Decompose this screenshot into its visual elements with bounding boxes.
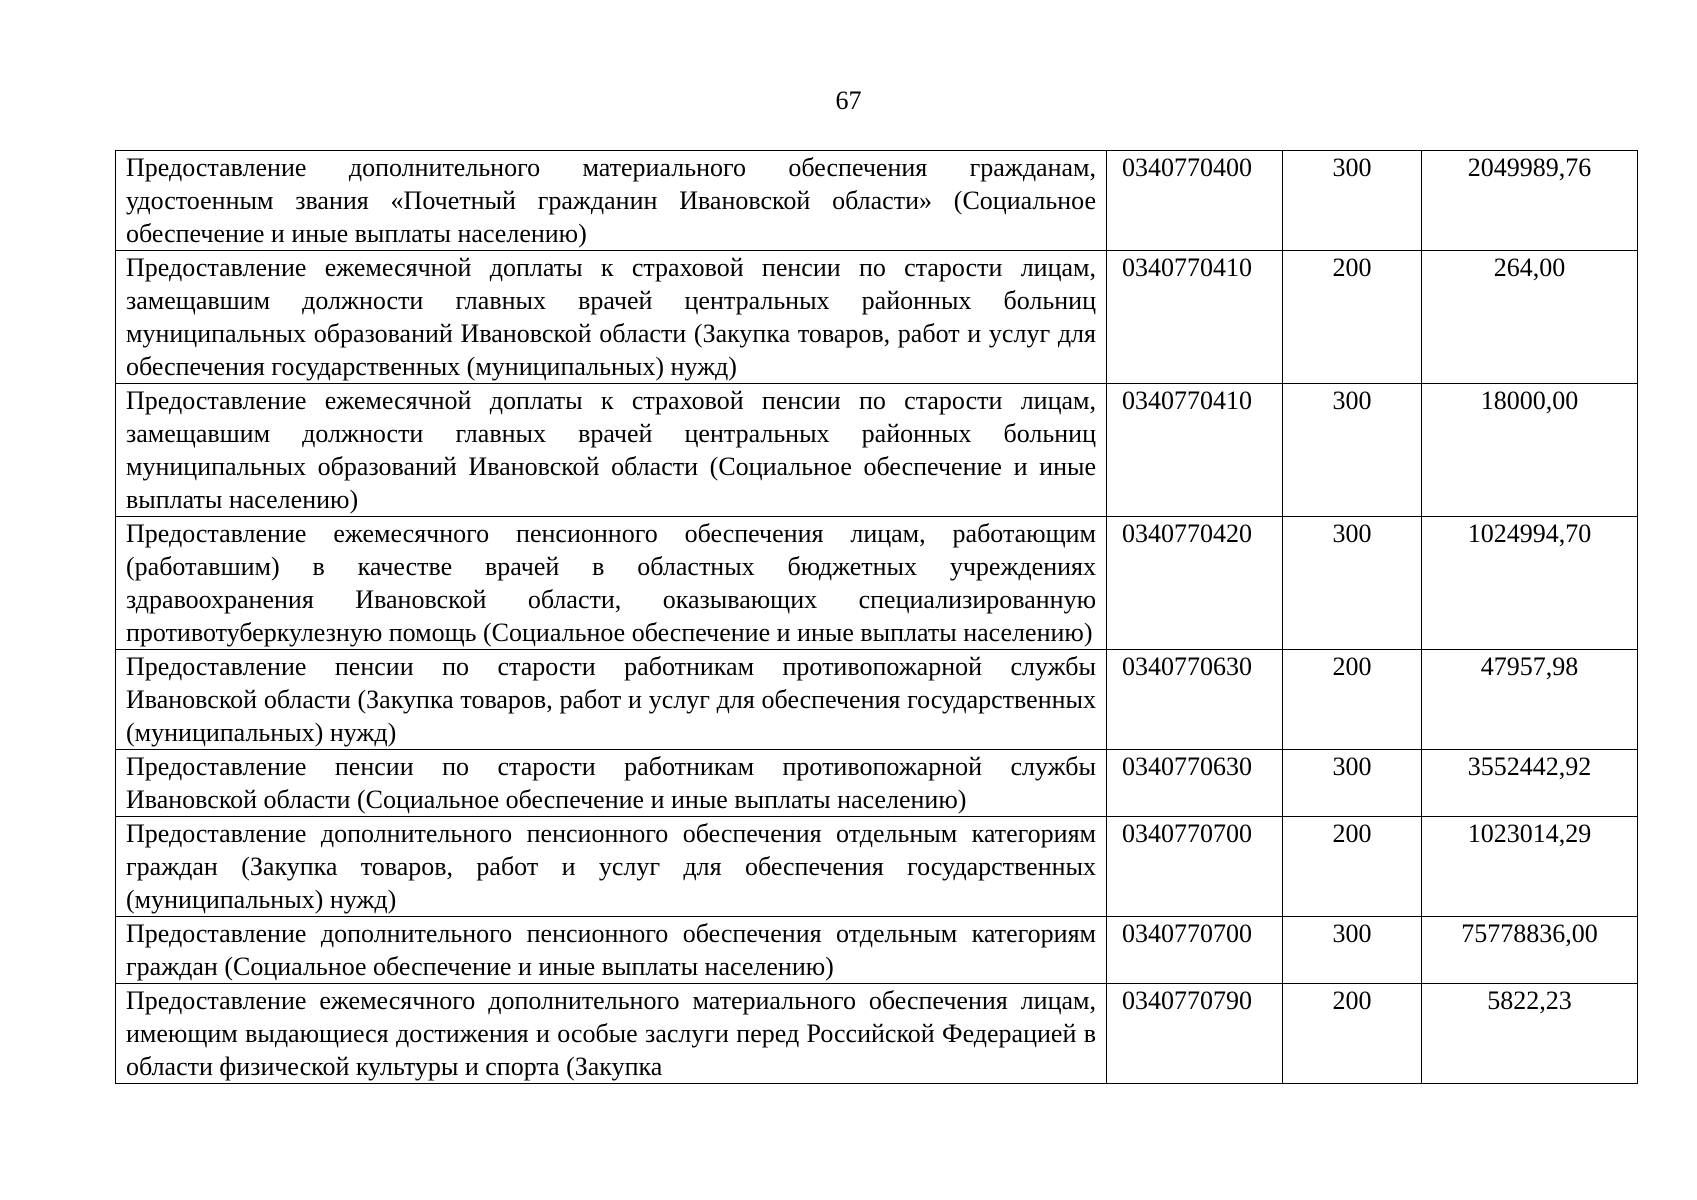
row-expense-type: 200 — [1283, 817, 1422, 917]
row-code: 0340770410 — [1107, 384, 1283, 517]
row-description: Предоставление ежемесячного дополнительного материального обеспечения лицам, имеющим выдающиеся достижения и особые заслуги перед Российской Федерацией в области физической культуры и спорта (Закупка — [116, 984, 1107, 1084]
table-row — [116, 817, 1638, 917]
row-amount: 75778836,00 — [1422, 917, 1638, 984]
row-expense-type: 200 — [1283, 984, 1422, 1084]
row-code: 0340770630 — [1107, 750, 1283, 817]
row-expense-type: 200 — [1283, 650, 1422, 750]
row-expense-type: 300 — [1283, 151, 1422, 251]
row-amount: 1023014,29 — [1422, 817, 1638, 917]
row-description: Предоставление дополнительного пенсионного обеспечения отдельным категориям граждан (Социальное обеспечение и иные выплаты населению) — [116, 917, 1107, 984]
row-code: 0340770400 — [1107, 151, 1283, 251]
row-expense-type: 300 — [1283, 384, 1422, 517]
row-amount: 264,00 — [1422, 251, 1638, 384]
row-description: Предоставление ежемесячной доплаты к страховой пенсии по старости лицам, замещавшим должности главных врачей центральных районных больниц муниципальных образований Ивановской области (Социальное обеспечение и иные выплаты населению) — [116, 384, 1107, 517]
row-description: Предоставление дополнительного материального обеспечения гражданам, удостоенным звания «Почетный гражданин Ивановской области» (Социальное обеспечение и иные выплаты населению) — [116, 151, 1107, 251]
table-row — [116, 917, 1638, 984]
table-row — [116, 151, 1638, 251]
table-row — [116, 984, 1638, 1084]
row-expense-type: 300 — [1283, 517, 1422, 650]
row-code: 0340770790 — [1107, 984, 1283, 1084]
row-code: 0340770630 — [1107, 650, 1283, 750]
row-description: Предоставление дополнительного пенсионного обеспечения отдельным категориям граждан (Закупка товаров, работ и услуг для обеспечения государственных (муниципальных) нужд) — [116, 817, 1107, 917]
row-description: Предоставление пенсии по старости работникам противопожарной службы Ивановской области (Социальное обеспечение и иные выплаты населению) — [116, 750, 1107, 817]
row-amount: 1024994,70 — [1422, 517, 1638, 650]
row-amount: 47957,98 — [1422, 650, 1638, 750]
row-expense-type: 300 — [1283, 750, 1422, 817]
table-row — [116, 650, 1638, 750]
row-code: 0340770700 — [1107, 917, 1283, 984]
row-expense-type: 200 — [1283, 251, 1422, 384]
page-number: 67 — [835, 86, 862, 115]
table-row — [116, 384, 1638, 517]
row-description: Предоставление ежемесячного пенсионного обеспечения лицам, работающим (работавшим) в качестве врачей в областных бюджетных учреждениях здравоохранения Ивановской области, оказывающих специализированную противотуберкулезную помощь (Социальное обеспечение и иные выплаты населению) — [116, 517, 1107, 650]
row-description: Предоставление пенсии по старости работникам противопожарной службы Ивановской области (Закупка товаров, работ и услуг для обеспечения государственных (муниципальных) нужд) — [116, 650, 1107, 750]
row-amount: 3552442,92 — [1422, 750, 1638, 817]
row-code: 0340770700 — [1107, 817, 1283, 917]
budget-table — [115, 150, 1638, 1084]
row-amount: 2049989,76 — [1422, 151, 1638, 251]
row-amount: 18000,00 — [1422, 384, 1638, 517]
table-row — [116, 251, 1638, 384]
row-amount: 5822,23 — [1422, 984, 1638, 1084]
row-code: 0340770420 — [1107, 517, 1283, 650]
row-code: 0340770410 — [1107, 251, 1283, 384]
row-description: Предоставление ежемесячной доплаты к страховой пенсии по старости лицам, замещавшим должности главных врачей центральных районных больниц муниципальных образований Ивановской области (Закупка товаров, работ и услуг для обеспечения государственных (муниципальных) нужд) — [116, 251, 1107, 384]
table-row — [116, 517, 1638, 650]
row-expense-type: 300 — [1283, 917, 1422, 984]
table-row — [116, 750, 1638, 817]
